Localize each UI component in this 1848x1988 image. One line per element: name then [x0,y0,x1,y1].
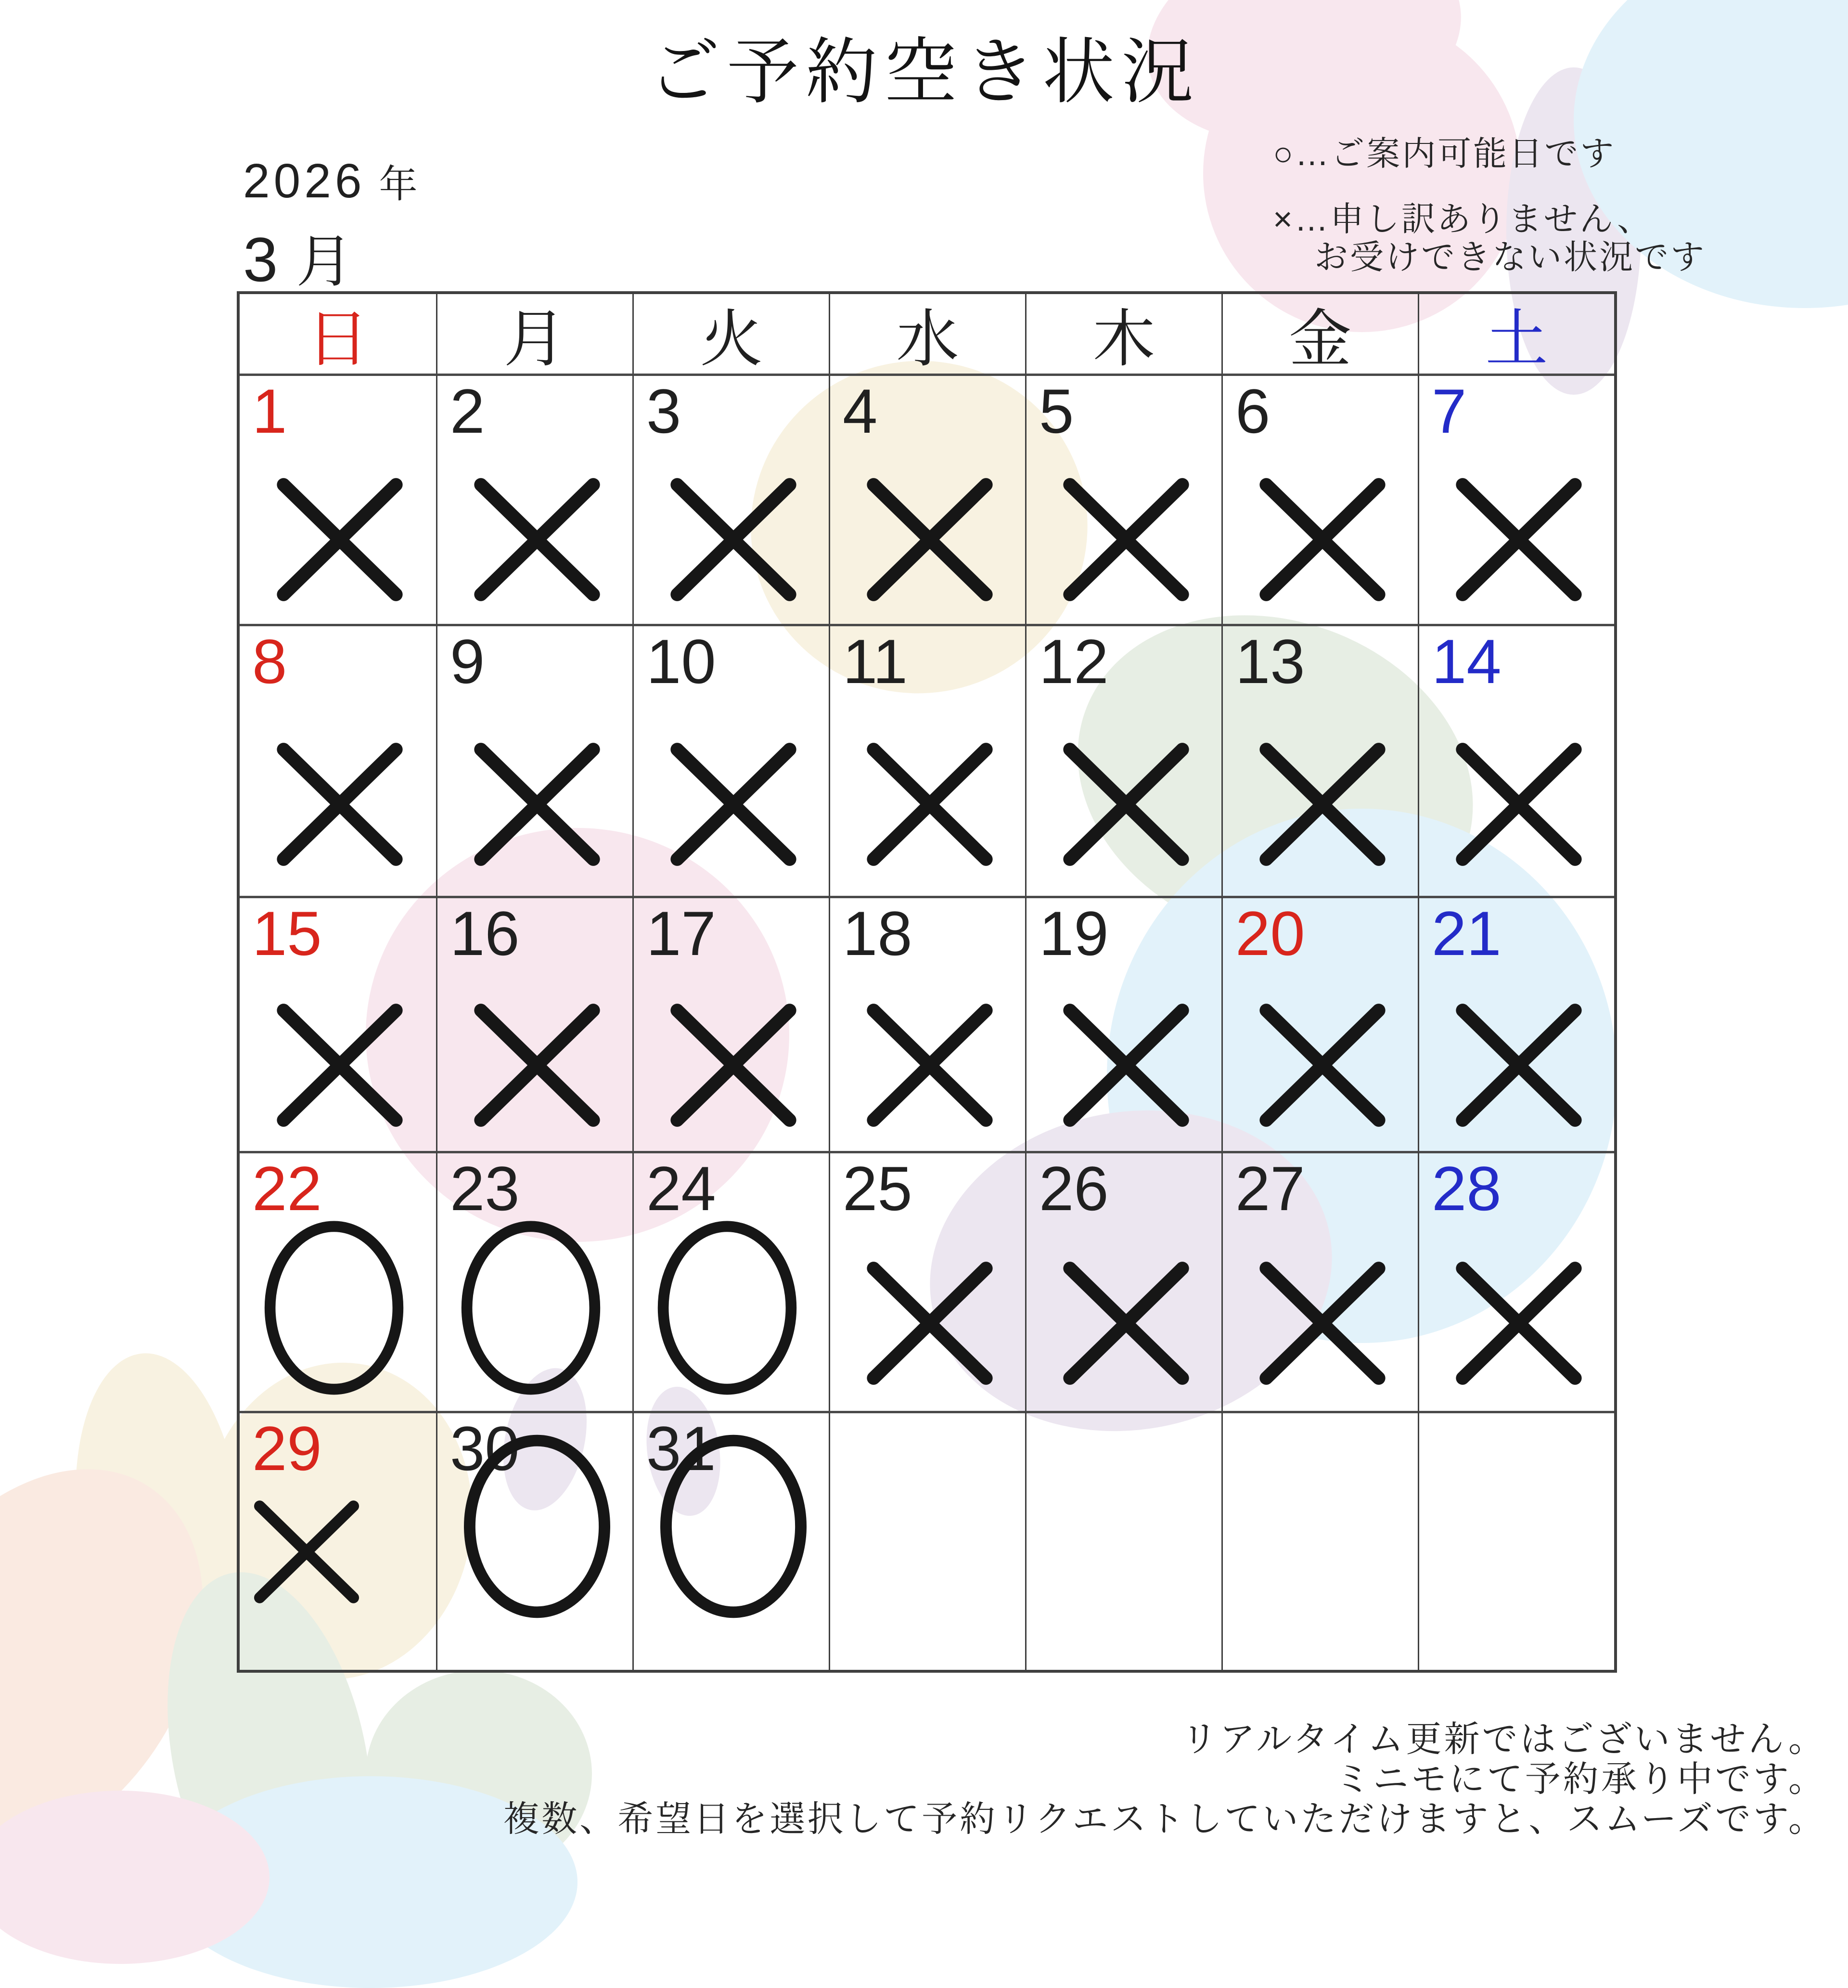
calendar-cell-day-17 [632,896,829,1151]
month-suffix: 月 [296,230,354,294]
day-number: 9 [450,626,485,697]
calendar-cell-day-16 [436,896,632,1151]
mark-unavailable-icon [861,737,998,871]
year-value: 2026 [243,154,366,208]
calendar-cell-day-2 [436,374,632,624]
calendar-cell-day-13 [1221,624,1418,896]
calendar-cell-day-29 [240,1411,436,1670]
calendar-cell-day-22 [240,1151,436,1411]
day-number: 11 [843,626,908,697]
day-number: 2 [450,376,485,446]
calendar-cell-day-30 [436,1411,632,1670]
day-number: 5 [1039,376,1074,446]
mark-available-icon [652,1434,815,1618]
mark-unavailable-icon [1254,737,1391,871]
legend-unavailable-line2: お受けできない状況です [1314,238,1706,276]
mark-available-icon [458,1219,603,1396]
day-number: 31 [646,1413,716,1484]
calendar-cell-day-20 [1221,896,1418,1151]
page-title: ご予約空き状況 [647,31,1200,112]
calendar-cell-day-4 [829,374,1025,624]
mark-unavailable-icon [861,1256,998,1390]
calendar-cell-day-18 [829,896,1025,1151]
day-number: 16 [450,898,520,968]
mark-unavailable-icon [1254,998,1391,1132]
calendar-cell-empty [1025,1411,1221,1670]
day-number: 8 [252,626,287,697]
legend-unavailable-line1: ×…申し訳ありません、 [1273,200,1653,238]
calendar-cell-day-21 [1418,896,1614,1151]
year-suffix: 年 [379,163,418,206]
calendar-cell-empty [829,1411,1025,1670]
mark-unavailable-icon [468,737,605,871]
footer-line-2: ミニモにて予約承り中です。 [1335,1758,1826,1799]
mark-unavailable-icon [665,998,802,1132]
mark-unavailable-icon [1254,473,1391,607]
mark-unavailable-icon [665,473,802,607]
calendar-cell-day-28 [1418,1151,1614,1411]
day-number: 25 [843,1153,912,1224]
calendar-cell-empty [1418,1411,1614,1670]
mark-available-icon [654,1219,800,1396]
calendar-cell-day-6 [1221,374,1418,624]
day-number: 24 [646,1153,716,1224]
day-number: 14 [1432,626,1502,697]
calendar-cell-day-19 [1025,896,1221,1151]
year-label [243,153,417,209]
weekday-header-日: 日 [306,304,369,374]
calendar-cell-day-5 [1025,374,1221,624]
day-number: 21 [1432,898,1502,968]
calendar-cell-day-24 [632,1151,829,1411]
calendar-cell-day-12 [1025,624,1221,896]
mark-unavailable-icon [1450,737,1587,871]
mark-unavailable-icon [1057,1256,1194,1390]
calendar-cell-day-26 [1025,1151,1221,1411]
mark-unavailable-icon [1057,737,1194,871]
mark-unavailable-icon [861,473,998,607]
day-number: 15 [252,898,322,968]
calendar-table [237,291,1617,1673]
day-number: 4 [843,376,878,446]
day-number: 18 [843,898,912,968]
day-number: 3 [646,376,681,446]
day-number: 30 [450,1413,520,1484]
day-number: 17 [646,898,716,968]
calendar-cell-day-11 [829,624,1025,896]
day-number: 10 [646,626,716,697]
calendar-cell-day-15 [240,896,436,1151]
weekday-header-月: 月 [436,294,632,374]
calendar-cell-day-3 [632,374,829,624]
day-number: 23 [450,1153,520,1224]
mark-unavailable-icon [468,473,605,607]
weekday-header-木: 木 [1025,294,1221,374]
footer-line-1: リアルタイム更新ではございません。 [1181,1719,1826,1759]
footer-line-3: 複数、希望日を選択して予約リクエストしていただけますと、スムーズです。 [503,1798,1826,1839]
day-number: 12 [1039,626,1109,697]
mark-unavailable-icon [1450,473,1587,607]
calendar-cell-day-8 [240,624,436,896]
weekday-header-火: 火 [632,294,829,374]
month-label [243,216,354,297]
calendar-cell-day-27 [1221,1151,1418,1411]
day-number: 1 [252,376,287,446]
mark-unavailable-icon [861,998,998,1132]
legend [1273,136,1706,275]
weekday-header-土: 土 [1418,294,1614,374]
day-number: 19 [1039,898,1109,968]
day-number: 6 [1235,376,1270,446]
mark-unavailable-icon [271,737,409,871]
mark-unavailable-icon [271,998,409,1132]
mark-unavailable-icon [665,737,802,871]
day-number: 13 [1235,626,1305,697]
day-number: 28 [1432,1153,1502,1224]
legend-available: ○…ご案内可能日です [1273,135,1616,172]
mark-unavailable-icon [251,1495,362,1608]
calendar-cell-empty [1221,1411,1418,1670]
mark-unavailable-icon [1057,998,1194,1132]
footer-notes [503,1719,1826,1839]
calendar-cell-day-31 [632,1411,829,1670]
calendar-cell-day-1 [240,374,436,624]
mark-available-icon [261,1219,407,1396]
day-number: 26 [1039,1153,1109,1224]
calendar-cell-day-25 [829,1151,1025,1411]
calendar-cell-day-14 [1418,624,1614,896]
mark-available-icon [455,1434,619,1618]
day-number: 7 [1432,376,1467,446]
calendar-cell-day-23 [436,1151,632,1411]
calendar-cell-day-10 [632,624,829,896]
mark-unavailable-icon [1450,1256,1587,1390]
mark-unavailable-icon [1254,1256,1391,1390]
mark-unavailable-icon [271,473,409,607]
mark-unavailable-icon [1450,998,1587,1132]
day-number: 27 [1235,1153,1305,1224]
calendar-cell-day-9 [436,624,632,896]
day-number: 29 [252,1413,322,1484]
mark-unavailable-icon [468,998,605,1132]
calendar-cell-day-7 [1418,374,1614,624]
mark-unavailable-icon [1057,473,1194,607]
day-number: 22 [252,1153,322,1224]
weekday-header-金: 金 [1221,294,1418,374]
day-number: 20 [1235,898,1305,968]
weekday-header-水: 水 [829,294,1025,374]
month-value: 3 [243,224,279,295]
